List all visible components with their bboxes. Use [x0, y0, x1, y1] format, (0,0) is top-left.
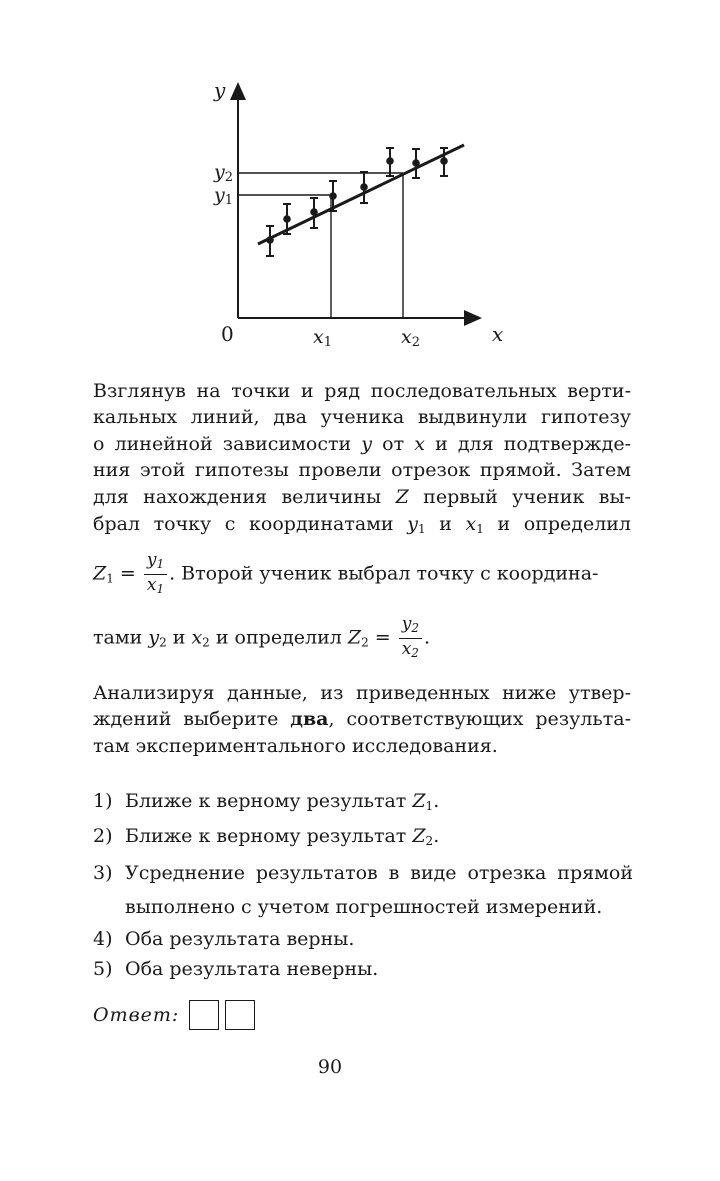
p2-line-1: Анализируя данные, из приведенных ниже утвер- [93, 682, 631, 704]
p1-line-5: для нахождения величины Z первый ученик вы- [93, 486, 631, 508]
graph [0, 0, 720, 360]
y2-label: y2 [214, 161, 234, 185]
p2-line-3: там экспериментального исследования. [93, 735, 498, 757]
formula-2-line: тами $y_2$ и $x_2$ и определил $Z_2$ = $\frac{y_2}{x_2}$ . [93, 614, 430, 660]
p2-line-2: ждений выберите два, соответствующих результа- [93, 708, 631, 730]
answer-label: Ответ: [93, 1004, 180, 1026]
x1-label: x1 [313, 326, 332, 350]
answer-box-1[interactable] [189, 1000, 219, 1030]
x-axis-label: x [492, 322, 504, 346]
error-bar-6 [387, 158, 393, 164]
x2-label: x2 [401, 326, 420, 350]
option-4: 4) Оба результата верны. [93, 928, 355, 950]
answer-box-2[interactable] [225, 1000, 255, 1030]
formula-1-line: $Z_1$ = $\frac{y_1}{x_1}$ . Второй ученик выбрал точку с координа- [93, 550, 599, 596]
option-5: 5) Оба результата неверны. [93, 958, 379, 980]
fraction-z1: $\frac{y_1}{x_1}$ [144, 551, 167, 598]
page-number: 90 [317, 1056, 343, 1078]
p1-line-3: о линейной зависимости y от x и для подтвержде- [93, 433, 631, 455]
y1-label: y1 [214, 184, 234, 208]
fraction-z2: $\frac{y_2}{x_2}$ [399, 615, 422, 662]
y-axis-label: y [214, 78, 226, 102]
p1-line-4: ния этой гипотезы провели отрезок прямой. Затем [93, 459, 631, 481]
error-bar-1 [267, 237, 273, 243]
origin-label: 0 [221, 322, 234, 346]
error-bar-7 [413, 160, 419, 166]
option-1: 1) Ближе к верному результат $Z_1$. [93, 790, 440, 813]
option-2: 2) Ближе к верному результат $Z_2$. [93, 825, 440, 848]
error-bar-8 [441, 158, 447, 164]
error-bar-5 [361, 184, 367, 190]
p1-line-1: Взглянув на точки и ряд последовательных верти- [93, 380, 631, 402]
p1-line-2: кальных линий, два ученика выдвинули гипотезу [93, 406, 631, 428]
error-bar-3 [311, 209, 317, 215]
p1-line-6: брал точку с координатами $y_1$ и $x_1$ и определил [93, 513, 632, 536]
option-3: 3) Усреднение результатов в виде отрезка прямой выполнено с учетом погрешностей измерений. [93, 862, 633, 918]
error-bar-4 [330, 193, 336, 199]
options-list [93, 786, 633, 984]
answer-row [93, 1000, 261, 1030]
error-bar-2 [284, 216, 290, 222]
